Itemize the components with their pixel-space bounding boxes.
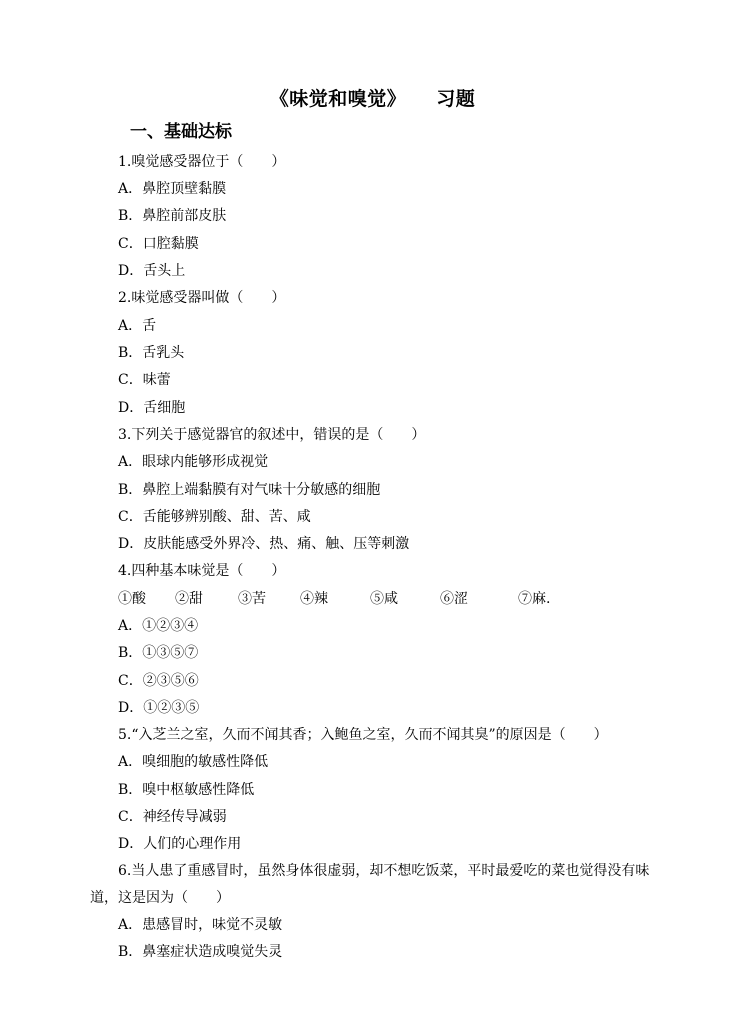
question-2-option-c: C．味蕾 [118, 372, 171, 388]
question-4-option-d: D．①②③⑤ [118, 700, 200, 716]
taste-item-4: ④辣 [300, 591, 328, 607]
question-3-option-c: C．舌能够辨别酸、甜、苦、咸 [118, 509, 311, 525]
question-3-option-b: B．鼻腔上端黏膜有对气味十分敏感的细胞 [118, 482, 381, 498]
question-5-option-b: B．嗅中枢敏感性降低 [118, 782, 255, 798]
question-3-option-a: A．眼球内能够形成视觉 [118, 454, 269, 470]
question-5-option-d: D．人们的心理作用 [118, 836, 242, 852]
taste-item-3: ③苦 [238, 591, 266, 607]
taste-item-7: ⑦麻. [518, 591, 551, 607]
question-2-stem: 2.味觉感受器叫做（ ） [118, 290, 286, 306]
question-5-option-a: A．嗅细胞的敏感性降低 [118, 754, 269, 770]
page-title [0, 84, 745, 111]
question-2-option-d: D．舌细胞 [118, 400, 186, 416]
taste-item-1: ①酸 [118, 591, 146, 607]
question-4-option-c: C．②③⑤⑥ [118, 673, 199, 689]
question-1-option-d: D．舌头上 [118, 263, 186, 279]
title-main: 《味觉和嗅觉》 [269, 88, 407, 110]
question-1-option-c: C．口腔黏膜 [118, 236, 199, 252]
question-4-option-b: B．①③⑤⑦ [118, 645, 199, 661]
taste-item-2: ②甜 [175, 591, 203, 607]
question-6-stem-line1: 6.当人患了重感冒时，虽然身体很虚弱，却不想吃饭菜，平时最爱吃的菜也觉得没有味 [118, 863, 650, 879]
question-6-stem-line2: 道，这是因为（ ） [90, 890, 230, 906]
question-2-option-b: B．舌乳头 [118, 345, 185, 361]
question-1-stem: 1.嗅觉感受器位于（ ） [118, 154, 286, 170]
question-6-option-b: B．鼻塞症状造成嗅觉失灵 [118, 944, 283, 960]
question-1-option-a: A．鼻腔顶壁黏膜 [118, 181, 227, 197]
question-2-option-a: A．舌 [118, 318, 157, 334]
taste-item-5: ⑤咸 [370, 591, 398, 607]
question-5-stem: 5.“入芝兰之室，久而不闻其香；入鲍鱼之室，久而不闻其臭”的原因是（ ） [118, 727, 608, 743]
question-1-option-b: B．鼻腔前部皮肤 [118, 208, 227, 224]
question-3-option-d: D．皮肤能感受外界冷、热、痛、触、压等刺激 [118, 536, 410, 552]
taste-item-6: ⑥涩 [440, 591, 468, 607]
question-4-stem: 4.四种基本味觉是（ ） [118, 563, 286, 579]
question-4-option-a: A．①②③④ [118, 618, 199, 634]
question-3-stem: 3.下列关于感觉器官的叙述中，错误的是（ ） [118, 427, 426, 443]
question-5-option-c: C．神经传导减弱 [118, 809, 227, 825]
question-6-option-a: A．患感冒时，味觉不灵敏 [118, 917, 283, 933]
section-heading: 一、基础达标 [130, 122, 232, 142]
title-sub: 习题 [436, 88, 476, 110]
